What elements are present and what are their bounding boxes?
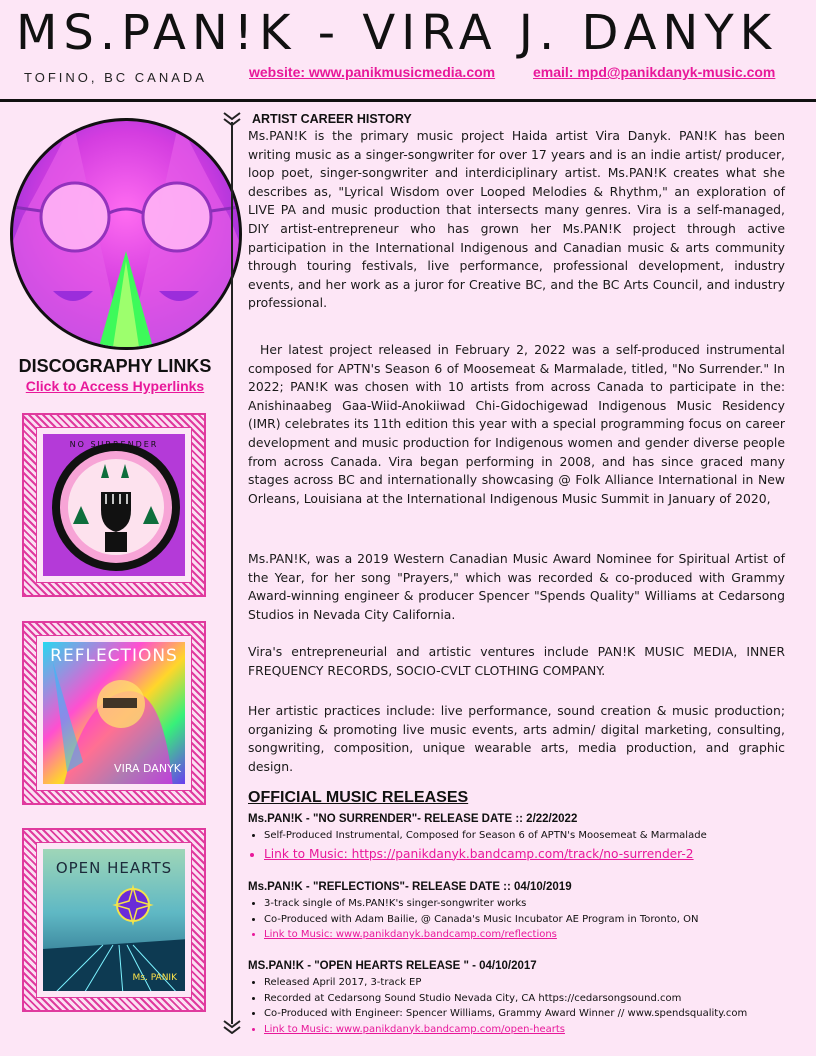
reflections-cover[interactable] <box>22 621 206 805</box>
career-paragraph-4: Vira's entrepreneurial and artistic ventures include PAN!K MUSIC MEDIA, INNER FREQUENCY RECORDS, SOCIO-CVLT CLOTHING COMPANY. <box>248 644 785 678</box>
career-heading: ARTIST CAREER HISTORY <box>252 112 412 126</box>
career-paragraph-2: Her latest project released in February 2, 2022 was a self-produced instrumental composed for APTN's Season 6 of Moosemeat & Marmalade, titled, "No Surrender." In 2022; PAN!K was chosen with 10 artists from across Canada to participate in the: Anishinaabeg Gaa-Wiid-Anokiiwad Chi-Gidochigewad Indigenous Music Residency (IMR) celebrates its 11th edition this year with a special programming focus on career development and music production for Indigenous women and gender diverse people from across Canada. Vira began performing in 2008, and has since graced many stages across BC and internationally showcasing @ Folk Alliance International in New Orleans, Louisiana at the International Indigenous Music Summit in January of 2020, <box>248 342 785 506</box>
open-hearts-cover-artist: Ms. PANIK <box>132 973 177 983</box>
reflections-cover-artist: VIRA DANYK <box>114 762 181 775</box>
list-item: • Self-Produced Instrumental, Composed for Season 6 of APTN's Moosemeat & Marmalade <box>264 828 816 844</box>
release-title: Ms.PAN!K - "NO SURRENDER"- RELEASE DATE :: 2/22/2022 <box>248 813 578 825</box>
list-item: • Co-Produced with Adam Bailie, @ Canada's Music Incubator AE Program in Toronto, ON <box>264 912 816 928</box>
release-details <box>248 828 816 864</box>
artist-portrait <box>10 118 242 350</box>
release-title: Ms.PAN!K - "REFLECTIONS"- RELEASE DATE :: 04/10/2019 <box>248 881 572 893</box>
career-paragraph-5: Her artistic practices include: live performance, sound creation & music production; organizing & promoting live music events, arts admin/ digital marketing, consulting, songwriting, composition, unique wearable arts, media production, and graphic design. <box>248 703 785 774</box>
header-divider <box>0 99 816 102</box>
career-paragraph-1: Ms.PAN!K is the primary music project Haida artist Vira Danyk. PAN!K has been writing music as a singer-songwriter for over 17 years and is an indie artist/ producer, loop poet, singer-songwriter and interdiciplinary artist. Ms.PAN!K creates what she describes as, "Lyrical Wisdom over Looped Melodies & Rhythm," an exploration of LIVE PA and music production that intersects many genres. Vira is a self-managed, DIY artist-entrepreneur who has grown her Ms.PAN!K project through active participation in the International Indigenous and Canadian music & arts community through touring festivals, live performance, professional development, industry events, and her work as a juror for Creative BC, and the BC Arts Council, and industry professional. <box>248 128 785 311</box>
list-item: • Co-Produced with Engineer: Spencer Williams, Grammy Award Winner // www.spendsquality.com <box>264 1006 816 1022</box>
discography-heading: DISCOGRAPHY LINKS <box>18 356 212 376</box>
discography-link[interactable]: Click to Access Hyperlinks <box>25 378 205 394</box>
career-paragraph-3: Ms.PAN!K, was a 2019 Western Canadian Music Award Nominee for Spiritual Artist of the Year, for her song "Prayers," which was recorded & co-produced with Grammy Award-winning engineer & producer Spencer "Spends Quality" Williams at Cedarsong Studios in Nevada City California. <box>248 551 785 622</box>
timeline-line <box>231 122 233 1024</box>
release-details <box>248 975 816 1037</box>
page-title: MS.PAN!K - VIRA J. DANYK <box>16 5 778 61</box>
chevron-down-icon <box>222 112 242 126</box>
release-details <box>248 896 816 943</box>
list-item: • Recorded at Cedarsong Sound Studio Nevada City, CA https://cedarsongsound.com <box>264 991 816 1007</box>
open-hearts-cover[interactable] <box>22 828 206 1012</box>
releases-heading: OFFICIAL MUSIC RELEASES <box>248 789 469 806</box>
open-hearts-cover-title: OPEN HEARTS <box>55 859 173 877</box>
release-title: MS.PAN!K - "OPEN HEARTS RELEASE " - 04/10/2017 <box>248 960 537 972</box>
chevron-down-icon <box>222 1020 242 1034</box>
release-link[interactable]: • Link to Music: www.panikdanyk.bandcamp.com/open-hearts <box>264 1022 816 1038</box>
location-label: TOFINO, BC CANADA <box>24 70 207 85</box>
website-link[interactable]: website: www.panikmusicmedia.com <box>249 64 496 80</box>
release-link[interactable]: • Link to Music: www.panikdanyk.bandcamp.com/reflections <box>264 927 816 943</box>
no-surrender-cover-text: NO SURRENDER <box>69 440 159 449</box>
no-surrender-cover[interactable] <box>22 413 206 597</box>
release-link[interactable]: • Link to Music: https://panikdanyk.bandcamp.com/track/no-surrender-2 <box>264 844 816 864</box>
reflections-cover-title: REFLECTIONS <box>50 646 178 666</box>
list-item: • 3-track single of Ms.PAN!K's singer-songwriter works <box>264 896 816 912</box>
email-link[interactable]: email: mpd@panikdanyk-music.com <box>533 64 776 80</box>
list-item: • Released April 2017, 3-track EP <box>264 975 816 991</box>
